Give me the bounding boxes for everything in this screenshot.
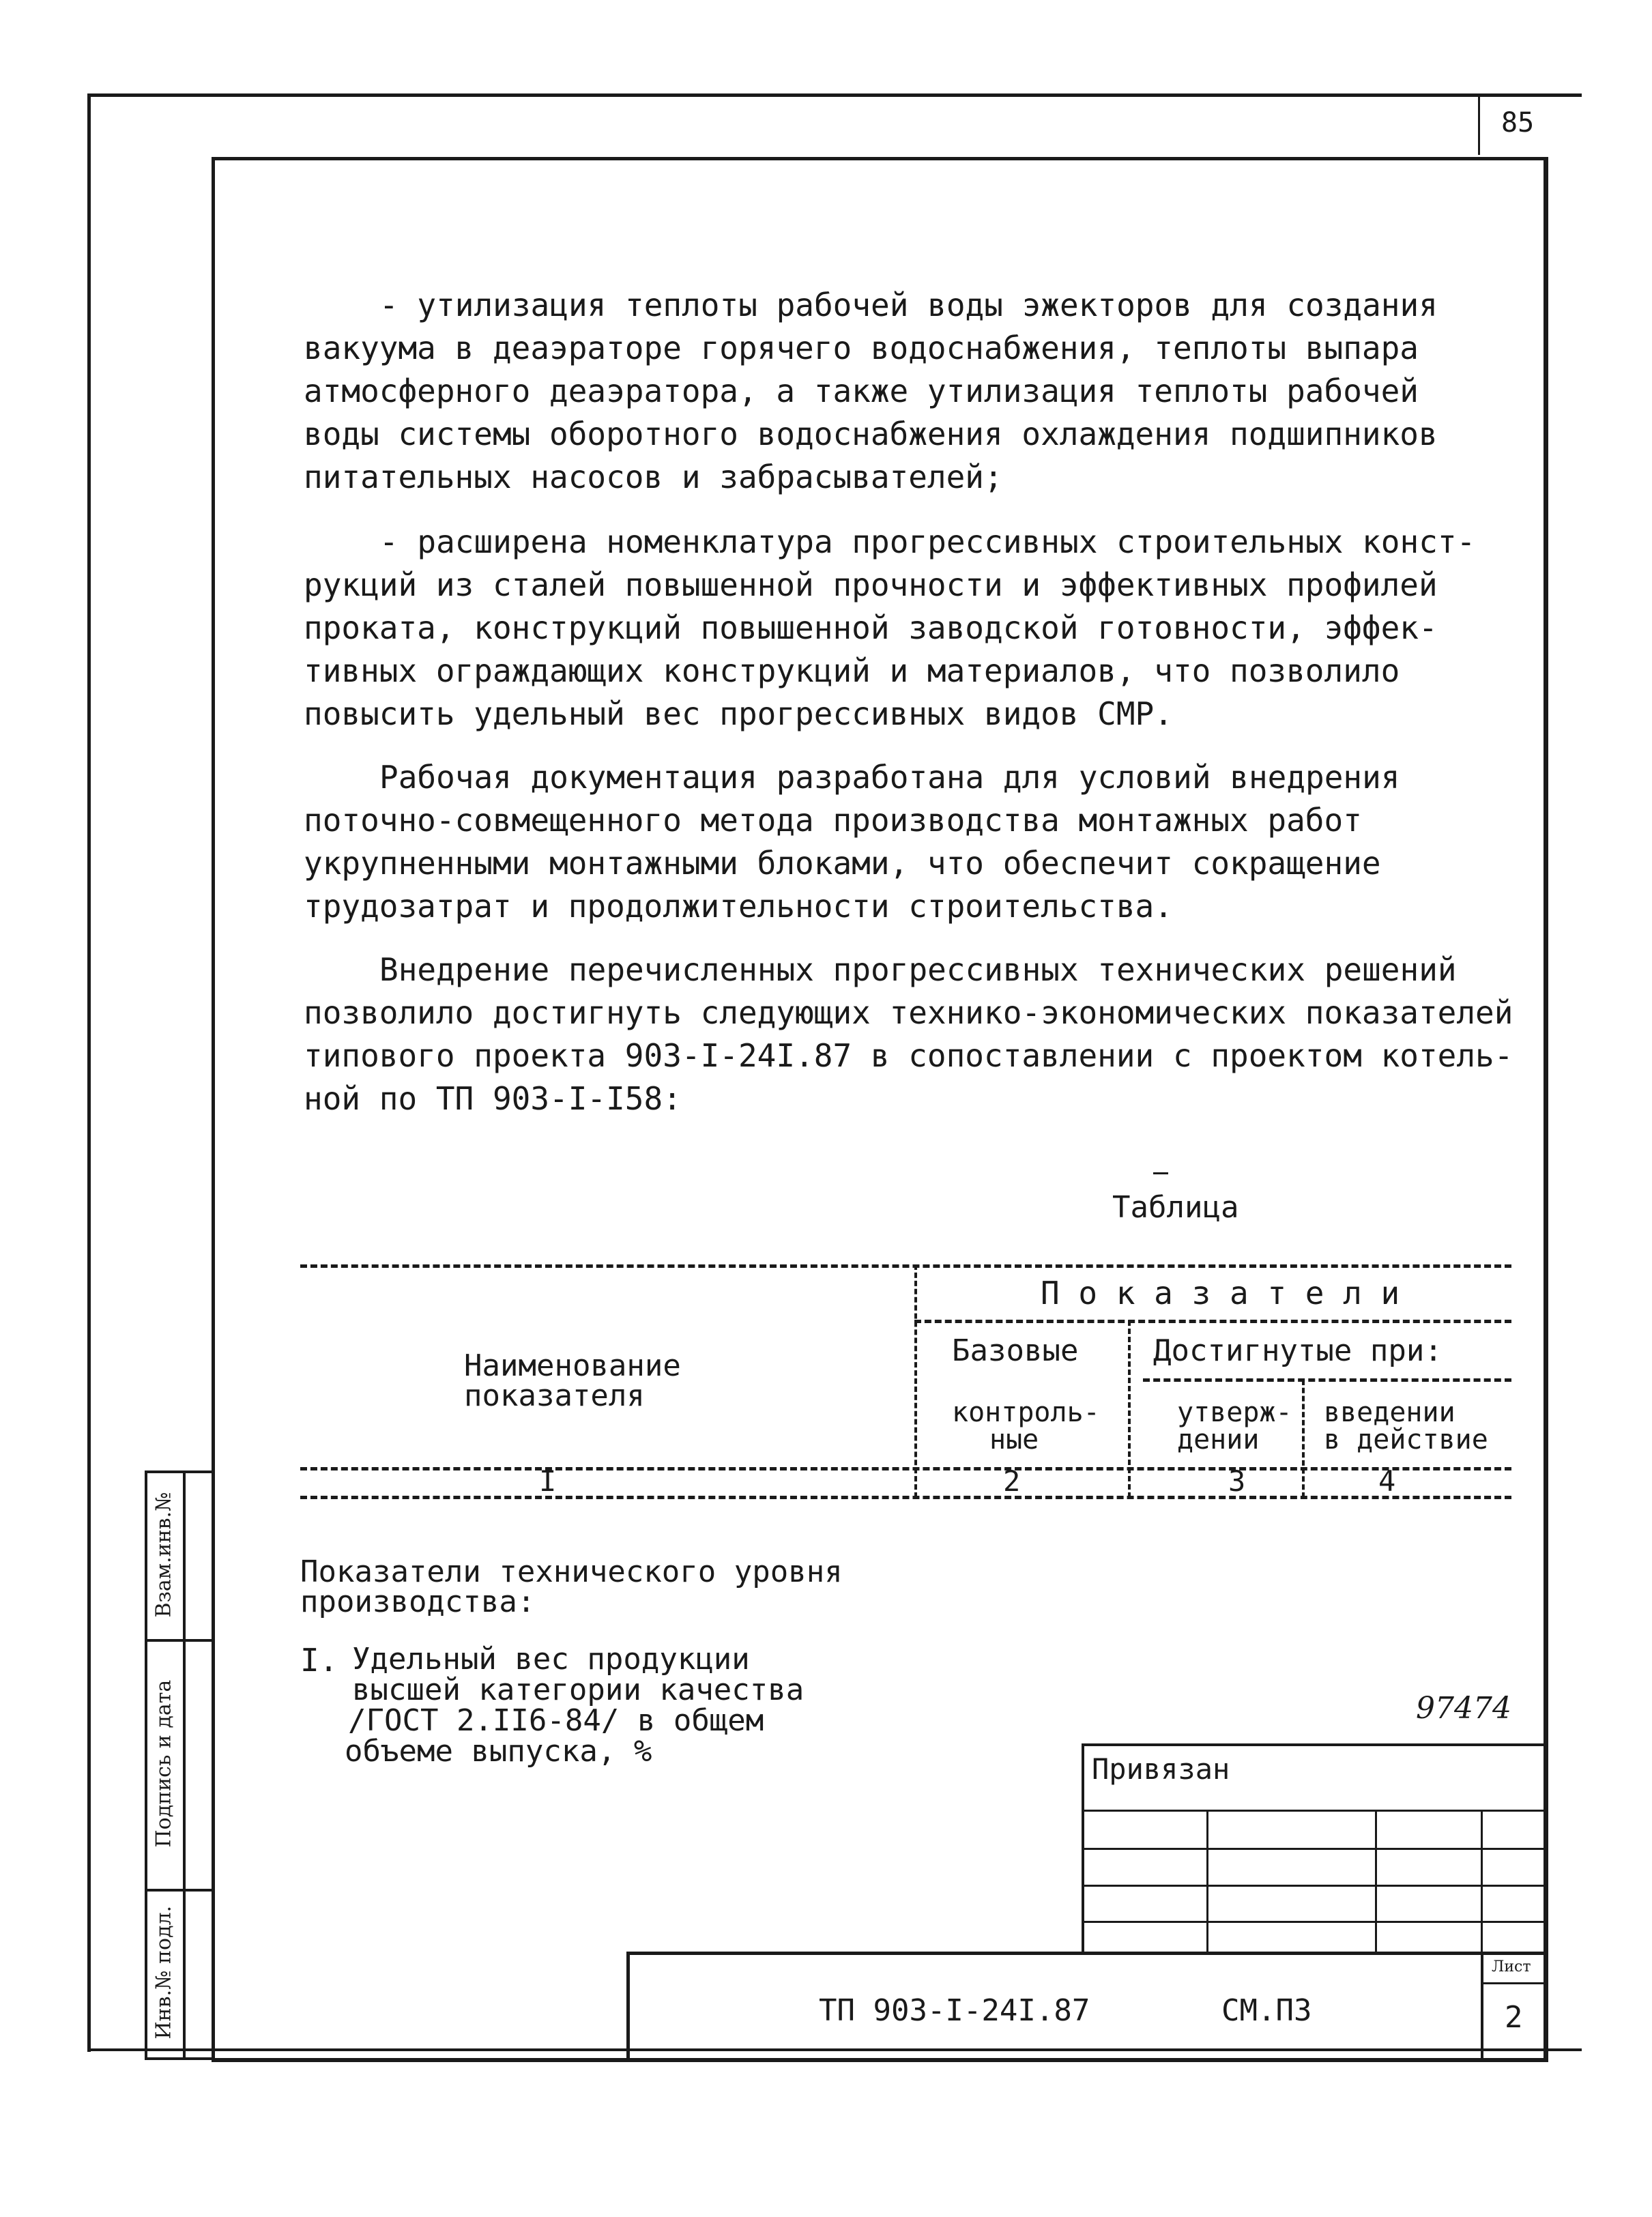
label-replace-inv: Взам.инв.№ [151,1492,176,1618]
stamp-bound-label: Привязан [1092,1752,1230,1786]
text-line: поточно-совмещенного метода производства монтажных работ [304,802,1362,839]
label-inv-orig: Инв.№ подл. [151,1905,176,2040]
header-achieved: Достигнутые при: [1153,1333,1443,1368]
title-strip-left [626,1952,630,2061]
stamp-row-line [1082,1885,1546,1887]
label-sign-date: Подпись и дата [151,1679,176,1848]
header-impl-2: в действие [1324,1424,1488,1455]
row-text-line: высшей категории качества [352,1672,805,1707]
header-control-2: ные [989,1424,1039,1455]
text-line: рукций из сталей повышенной прочности и эффективных профилей [304,566,1438,603]
text-line: типового проекта 903-I-24I.87 в сопоставлении с проектом котель- [304,1037,1513,1074]
header-indicators: П о к а з а т е л и [1041,1275,1400,1312]
stamp-col-line [1481,1810,1483,1953]
table-caption: Таблица [1112,1190,1239,1225]
col-number-2: 2 [1003,1464,1021,1498]
sheet-label: Лист [1492,1958,1531,1975]
side-strip-sep [145,1889,213,1892]
handwritten-number: 97474 [1416,1691,1511,1726]
text-line: ной по ТП 903-I-I58: [304,1080,682,1117]
text-line: тивных ограждающих конструкций и материалов, что позволило [304,652,1400,689]
header-name-line-2: показателя [464,1378,645,1413]
header-bottom-rule [300,1467,1511,1470]
stamp-row-line [1082,1810,1546,1812]
stamp-col-line [1206,1810,1208,1953]
side-strip-sep [145,1639,213,1642]
colnum-bottom-rule [300,1496,1511,1499]
col-number-4: 4 [1378,1464,1396,1498]
header-control-1: контроль- [952,1397,1100,1428]
text-line: атмосферного деаэратора, а также утилизация теплоты рабочей [304,373,1419,409]
header-approval-1: утверж- [1177,1397,1292,1428]
sheet-cell-divider [1481,1982,1546,1984]
row-text-line: объеме выпуска, % [345,1734,652,1769]
section-title-2: производства: [300,1584,536,1619]
text-line: питательных насосов и забрасывателей; [304,459,1003,495]
stamp-row-line [1082,1921,1546,1923]
text-line: - утилизация теплоты рабочей воды эжекторов для создания [379,287,1438,323]
sheet-cell-left [1481,1952,1483,2061]
frame-bottom [212,2058,1548,2062]
outer-border-top [87,93,1582,97]
page-number: 85 [1501,107,1535,139]
stamp-top [1082,1743,1546,1746]
sheet-number: 2 [1505,2000,1523,2035]
col-number-1: I [539,1464,557,1498]
text-line: повысить удельный вес прогрессивных видов СМР. [304,695,1173,732]
col-sep-3 [1302,1380,1305,1498]
text-line: воды системы оборотного водоснабжения охлаждения подшипников [304,416,1438,452]
header-base: Базовые [952,1333,1079,1368]
row-text-line: Удельный вес продукции [352,1642,750,1677]
header-impl-1: введении [1324,1397,1455,1428]
col-sep-2 [1128,1320,1131,1498]
frame-left [212,157,215,2062]
table-top-rule [300,1264,1511,1268]
side-strip-bottom [145,2057,213,2060]
frame-right [1544,157,1548,2062]
text-line: позволило достигнуть следующих технико-экономических показателей [304,994,1513,1031]
header-approval-2: дении [1177,1424,1260,1455]
rule-under-base [1143,1378,1511,1382]
caption-mark [1153,1172,1168,1174]
col-number-3: 3 [1228,1464,1246,1498]
rule-under-indicators [914,1320,1511,1323]
text-line: Рабочая документация разработана для условий внедрения [379,759,1400,796]
outer-border-bottom [87,2048,1582,2051]
text-line: - расширена номенклатура прогрессивных строительных конст- [379,523,1476,560]
frame-top [212,157,1546,160]
side-strip-top [145,1470,213,1473]
row-text-line: /ГОСТ 2.II6-84/ в общем [348,1703,764,1738]
side-strip-left [145,1470,147,2059]
stamp-row-line [1082,1848,1546,1850]
text-line: проката, конструкций повышенной заводской готовности, эффек- [304,609,1438,646]
side-strip-divider [183,1470,186,2059]
text-line: трудозатрат и продолжительности строительства. [304,888,1173,925]
outer-border-left [87,93,91,2052]
page-number-box-left [1478,93,1480,155]
header-name-line-1: Наименование [464,1348,681,1383]
col-sep-1 [914,1264,917,1498]
doc-mark: СМ.ПЗ [1221,1993,1312,2028]
stamp-col-line [1375,1810,1377,1953]
text-line: Внедрение перечисленных прогрессивных технических решений [379,951,1457,988]
text-line: вакуума в деаэраторе горячего водоснабжения, теплоты выпара [304,330,1419,366]
doc-code: ТП 903-I-24I.87 [819,1993,1090,2028]
section-title-1: Показатели технического уровня [300,1554,843,1589]
text-line: укрупненными монтажными блоками, что обеспечит сокращение [304,845,1381,882]
row-number: I. [300,1642,338,1679]
title-strip-top [626,1952,1546,1955]
